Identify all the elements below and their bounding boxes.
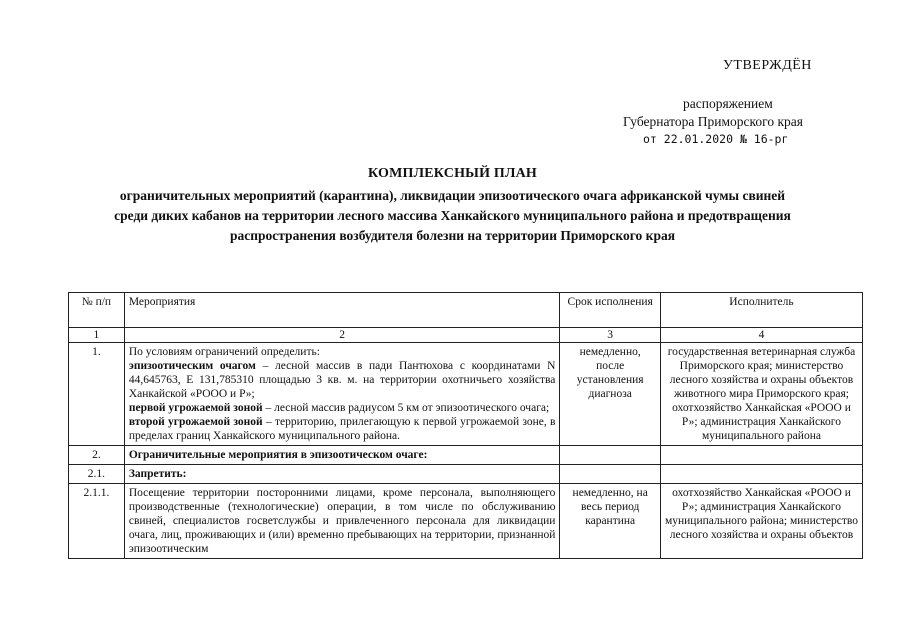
table-row [69,343,863,446]
approved-heading: УТВЕРЖДЁН [723,58,812,73]
document-subtitle-line-1: ограничительных мероприятий (карантина), ликвидации эпизоотического очага африканской чумы свиней [119,188,786,203]
row-deadline: немедленно, на весь период карантина [560,484,661,559]
row-deadline-empty [560,465,661,484]
header-executor: Исполнитель [660,293,862,328]
document-subtitle-line-2: среди диких кабанов на территории лесного массива Ханкайского муниципального района и предотвращения [114,208,791,223]
measure-text: – территорию, прилегающую к первой угрожаемой зоне, в пределах границ Ханкайского муниципального района. [128,416,556,442]
document-title: КОМПЛЕКСНЫЙ ПЛАН [367,166,538,181]
row-number: 2. [69,446,125,465]
row-executor-empty [660,446,862,465]
measure-item [129,401,556,415]
table-header-row [69,293,863,328]
row-measure: Запретить: [124,465,560,484]
header-measures: Мероприятия [124,293,560,328]
header-deadline: Срок исполнения [560,293,661,328]
col-number-2: 2 [124,328,560,343]
row-deadline: немедленно, после установления диагноза [560,343,661,446]
approval-line-order: распоряжением [683,96,773,111]
row-measure [124,343,560,446]
measure-text: – лесной массив в пади Пантюхова с координатами N 44,645763, E 131,785310 площадью 3 кв. м. на территории охотничьего хозяйства Ханкайской «РООО и Р»; [128,360,556,400]
measure-intro: По условиям ограничений определить: [128,346,320,358]
measure-item [129,359,556,401]
row-measure: Посещение территории посторонними лицами, кроме персонала, выполняющего производственные (технологические) операции, в том числе по обслуживанию свиней, специалистов госветслужбы и привлеченного персонала для ликвидации очага, лиц, проживающих и (или) временно пребывающих на территории, признанной эпизоотическим [124,484,560,559]
measure-term: первой угрожаемой зоной [128,402,263,414]
row-executor: государственная ветеринарная служба Приморского края; министерство лесного хозяйства и охраны объектов животного мира Приморского края; охотхозяйство Ханкайская «РООО и Р»; администрация Ханкайского муниципального района [660,343,862,446]
header-number: № п/п [69,293,125,328]
table-row [69,484,863,559]
row-number: 1. [69,343,125,446]
table-row-subsection [69,465,863,484]
row-deadline-empty [560,446,661,465]
row-number: 2.1.1. [69,484,125,559]
document-title-block [40,166,865,246]
row-number: 2.1. [69,465,125,484]
document-subtitle-line-3: распространения возбудителя болезни на территории Приморского края [229,228,676,243]
approval-line-governor: Губернатора Приморского края [623,114,803,129]
col-number-1: 1 [69,328,125,343]
measure-term: второй угрожаемой зоной [128,416,263,428]
row-executor: охотхозяйство Ханкайская «РООО и Р»; администрация Ханкайского муниципального района; министерство лесного хозяйства и охраны объектов [660,484,862,559]
col-number-4: 4 [660,328,862,343]
row-executor-empty [660,465,862,484]
column-number-row [69,328,863,343]
measure-term: эпизоотическим очагом [128,360,256,372]
measure-item [129,415,556,443]
table-row-section [69,446,863,465]
measures-table [68,292,863,559]
col-number-3: 3 [560,328,661,343]
row-measure: Ограничительные мероприятия в эпизоотическом очаге: [124,446,560,465]
approval-line-date: от 22.01.2020 № 16-рг [643,132,789,146]
measure-text: – лесной массив радиусом 5 км от эпизоотического очага; [262,402,550,414]
